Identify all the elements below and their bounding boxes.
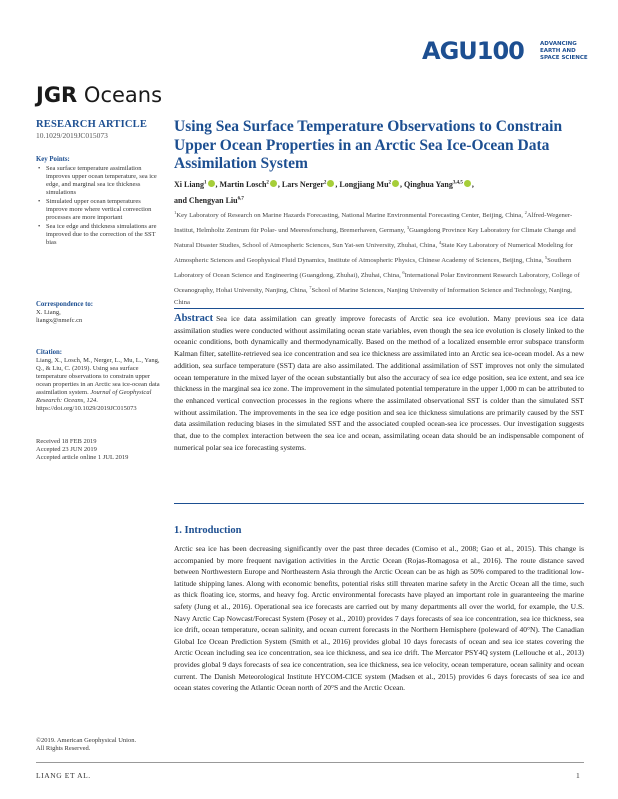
- abstract-top-rule: [174, 308, 584, 309]
- key-points: [36, 155, 164, 248]
- citation-text: Liang, X., Losch, M., Nerger, L., Mu, L., Yang, Q., & Liu, C. (2019). Using sea surface temperature observations to constrain upper ocean properties in an Arctic sea ice-ocean data assimilation system. Journal of Geophysical Research: Oceans, 124. https://doi.org/10.1029/2019JC015073: [36, 357, 160, 412]
- author: Qinghua Yang$^{3,4,5}$ ,: [404, 179, 474, 189]
- citation-heading: Citation:: [36, 349, 63, 356]
- article-dates: [36, 438, 164, 462]
- correspondence-name: X. Liang,: [36, 309, 61, 316]
- article-title: Using Sea Surface Temperature Observations to Constrain Upper Ocean Properties in an Arctic Sea Ice-Ocean Data Assimilation System: [174, 118, 563, 172]
- affiliation: $^7$School of Marine Sciences, Nanjing University of Information Science and Technology, Nanjing, China: [174, 284, 572, 306]
- affiliations: [174, 207, 584, 308]
- orcid-icon[interactable]: [327, 180, 334, 187]
- copyright-notice: ©2019. American Geophysical Union. All Rights Reserved.: [36, 737, 137, 752]
- author: Xi Liang$^1$ ,: [174, 179, 220, 189]
- agu-logo-tagline: ADVANCING EARTH AND SPACE SCIENCE: [540, 41, 588, 61]
- abstract-body: Sea ice data assimilation can greatly improve forecasts of Arctic sea ice evolution. Many previous sea ice data assimilation studies were conducted without assimilating ocean state variables, even though the sea ice evolution is closely linked to the oceanic conditions, both dynamically and thermodynamically. Based on the method of a localized ensemble error subspace transform Kalman filter, satellite-retrieved sea ice concentration and sea ice thickness are assimilated into an Arctic sea ice-ocean model. As a new addition, sea surface temperature (SST) data are also assimilated. The additional assimilation of SST improves not only the simulated ocean temperature in the mixed layer of the ocean substantially but also the accuracy of sea ice edge position, sea ice extent, and sea ice thickness in the marginal sea ice zone. The improvement in the simulated potential temperature in the upper 1,000 m can be attributed to the enhanced vertical convection processes in the regions where the assimilated observational SST is colder than the simulated SST without assimilation. The improvements in the sea ice edge position and sea ice thickness simulations are primarily caused by the SST data assimilation reducing biases in the simulated SST and the associated coupled ocean-sea ice processes. Our investigation suggests that, due to the complex interaction between the sea ice and ocean, assimilating ocean data should be an indispensable component of numerical polar sea ice forecasting systems.: [174, 314, 584, 452]
- footer-author: LIANG ET AL.: [36, 771, 91, 780]
- citation-journal: Journal of Geophysical Research: Oceans, 124: [36, 389, 152, 404]
- key-point: • Simulated upper ocean temperatures improve more where vertical convection processes are more important: [36, 198, 164, 222]
- abstract: [174, 313, 584, 454]
- article-doi: 10.1029/2019JC015073: [36, 131, 108, 140]
- orcid-icon[interactable]: [270, 180, 277, 187]
- key-points-heading: Key Points:: [36, 156, 70, 163]
- key-point: • Sea ice edge and thickness simulations are improved due to the correction of the SST bias: [36, 223, 164, 247]
- affiliation: $^2$Alfred-Wegener-Institut, Helmholtz Zentrum für Polar- und Meeresforschung, Bremerhaven, Germany,: [174, 210, 573, 235]
- correspondence: [36, 300, 164, 325]
- abstract-bottom-rule: [174, 503, 584, 504]
- affiliation: $^3$Guangdong Province Key Laboratory for Climate Change and Natural Disaster Studies, School of Atmospheric Sciences, Sun Yat-sen University, Zhuhai, China,: [174, 224, 576, 250]
- article-type: RESEARCH ARTICLE: [36, 119, 148, 130]
- citation-doi[interactable]: . https://doi.org/10.1029/2019JC015073: [36, 397, 137, 412]
- journal-logo: JGR Oceans: [36, 83, 163, 107]
- affiliation: $^1$Key Laboratory of Research on Marine Hazards Forecasting, National Marine Environmental Forecasting Center, Beijing, China,: [174, 210, 525, 220]
- introduction-body: Arctic sea ice has been decreasing significantly over the past three decades (Comiso et al., 2008; Gao et al., 2015). This change is accompanied by more frequent navigation activities in the Arctic Ocean (Rojas-Romagosa et al., 2016). The route distance saved between Northwestern Europe and Northeastern Asia through the Arctic Ocean can be as high as 50% compared to the traditional low-latitude shipping lanes. Along with economic benefits, potential risks still threaten marine safety in the Arctic Ocean all the time, such as thick floating ice, storms, and heavy fog. Arctic environmental forecasts have played an important role in guaranteeing the marine safety (Jung et al., 2016). Operational sea ice forecasts are carried out by many departments all over the world, for example, the U.S. Navy Arctic Cap Nowcast/Forecast System (Posey et al., 2010) provides 7 days forecasts of sea ice concentration, sea ice thickness, sea ice drift, ocean temperature, ocean salinity, and ocean current forecasts in the Northern Hemisphere (poleward of 40°N). The Canadian Global Ice Ocean Prediction System (Smith et al., 2016) provides global 10 days forecasts of ocean and sea ice states covering the Arctic Ocean including sea ice concentration, sea ice thickness, and sea ice drift. The Mercator PSY4Q system (Lellouche et al., 2013) provides global 9 days forecasts of sea ice concentration, sea ice thickness, sea ice velocity, ocean temperature, ocean salinity and ocean current. The Danish Meteorological Institute HYCOM-CICE system (Madsen et al., 2015) provides 6 days forecasts of sea ice and ocean states covering the Atlantic Ocean north of 20°S and the Arctic Ocean.: [174, 544, 584, 693]
- key-points-list: [36, 165, 164, 247]
- author: Martin Losch$^2$ ,: [219, 179, 282, 189]
- received-date: Received 18 FEB 2019: [36, 438, 97, 445]
- correspondence-email[interactable]: liangx@nmefc.cn: [36, 317, 83, 324]
- footer-rule: [36, 762, 584, 763]
- citation: [36, 348, 164, 413]
- correspondence-heading: Correspondence to:: [36, 301, 94, 308]
- orcid-icon[interactable]: [464, 180, 471, 187]
- section-heading-introduction: 1. Introduction: [174, 525, 242, 536]
- author: Longjiang Mu$^2$ ,: [339, 179, 405, 189]
- affiliation: $^5$Southern Laboratory of Ocean Science and Engineering (Guangdong, Zhuhai), Zhuhai, China,: [174, 254, 572, 279]
- online-date: Accepted article online 1 JUL 2019: [36, 454, 129, 461]
- author: Lars Nerger$^2$ ,: [281, 179, 340, 189]
- author-list: [174, 175, 584, 208]
- affiliation: $^6$International Polar Environment Research Laboratory, College of Oceanography, Hohai University, Nanjing, China,: [174, 269, 580, 294]
- agu-logo-wordmark: AGU100: [422, 37, 524, 65]
- accepted-date: Accepted 23 JUN 2019: [36, 446, 97, 453]
- agu-100-logo: [422, 38, 592, 64]
- author: and Chengyan Liu$^{6,7}$: [174, 196, 244, 206]
- key-point: • Sea surface temperature assimilation improves upper ocean temperature, sea ice edge, and marginal sea ice thickness simulations: [36, 165, 164, 197]
- page-number: 1: [576, 771, 580, 780]
- abstract-heading: Abstract: [174, 313, 214, 324]
- affiliation: $^4$State Key Laboratory of Numerical Modeling for Atmospheric Sciences and Geophysical Fluid Dynamics, Institute of Atmospheric Physics, Chinese Academy of Sciences, Beijing, China,: [174, 239, 573, 265]
- orcid-icon[interactable]: [392, 180, 399, 187]
- orcid-icon[interactable]: [208, 180, 215, 187]
